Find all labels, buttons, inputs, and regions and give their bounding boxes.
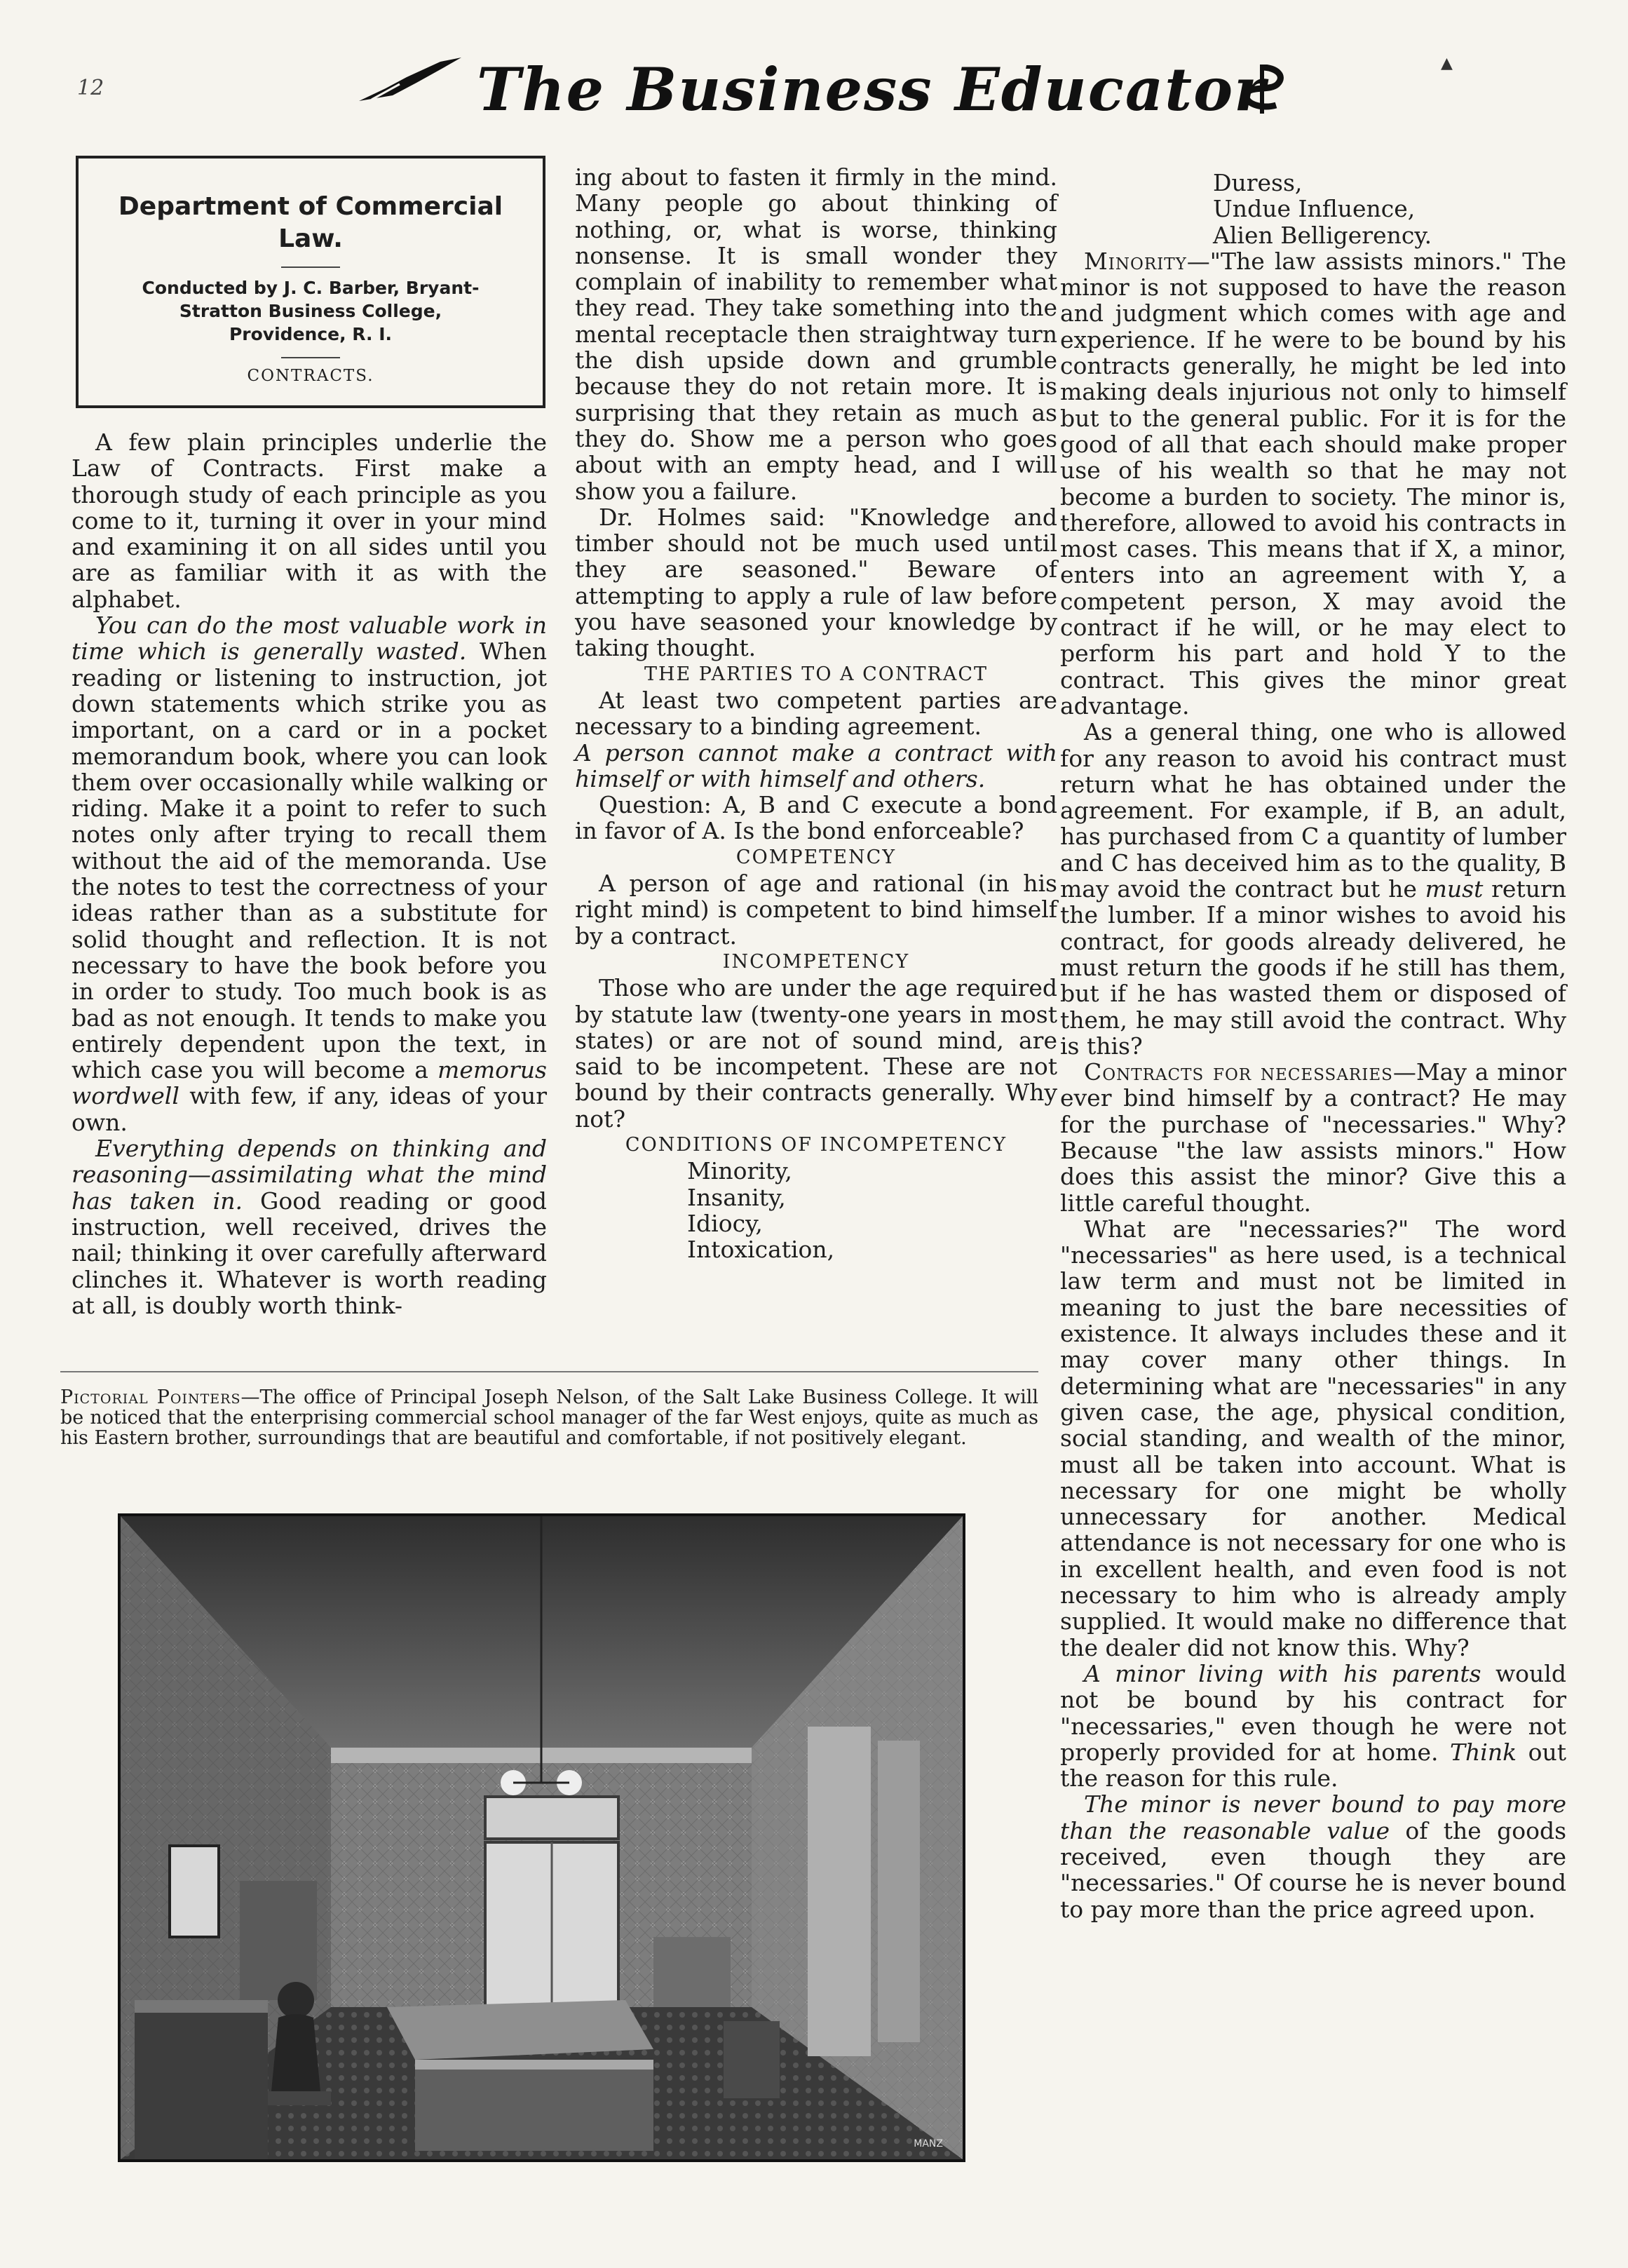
- subheading: THE PARTIES TO A CONTRACT: [644, 663, 989, 685]
- list-item: Insanity,: [687, 1183, 786, 1211]
- office-interior-illustration: [121, 1516, 963, 2159]
- paragraph: You can do the most valuable work in time which is generally wasted. When reading or listening to instruction, jot down statements which strike you as important, on a card or in a pocket memorandum book, where you can look them over occasionally while walking or riding. Make it a point to refer to such notes only after trying to recall them without the aid of the memoranda. Use the notes to test the correctness of your ideas rather than as a substitute for solid thought and reflection. It is not necessary to have the book before you in order to study. Too much book is as bad as not enough. It tends to make you entirely dependent upon the text, in which case you will become a memorus wordwell with few, if any, ideas of your own.: [72, 612, 547, 1136]
- department-author: Conducted by J. C. Barber, Bryant- Stratton Business College, Providence, R. I.: [142, 278, 480, 344]
- office-photograph: [118, 1513, 965, 2162]
- subheading: CONDITIONS OF INCOMPETENCY: [625, 1133, 1008, 1156]
- masthead: [358, 49, 1353, 126]
- photo-caption: Pictorial Pointers—The office of Principal Joseph Nelson, of the Salt Lake Business College. It will be noticed that the enterprising commercial school manager of the far West enjoys, quite as much as his Eastern brother, surroundings that are beautiful and comfortable, if not positively elegant.: [60, 1386, 1038, 1449]
- paragraph: At least two competent parties are necessary to a binding agreement.: [575, 686, 1057, 741]
- paragraph: Everything depends on thinking and reasoning—assimilating what the mind has taken in. Good reading or good instruction, well received, drives the nail; thinking it over carefully afterward clinches it. Whatever is worth reading at all, is doubly worth think-: [72, 1135, 548, 1319]
- paragraph: ing about to fasten it firmly in the mind. Many people go about thinking of nothing, or, what is worse, thinking nonsense. It is small wonder they complain of inability to remember what they read. They take something into the mental receptacle then straightway turn the dish upside down and grumble because they do not retain more. It is surprising that they retain as much as they do. Show me a person who goes about with an empty head, and I will show you a failure.: [575, 163, 1057, 505]
- paragraph: A minor living with his parents would not be bound by his contract for "necessaries," even though he were not properly provided for at home. Think out the reason for this rule.: [1060, 1659, 1567, 1793]
- subheading: COMPETENCY: [735, 846, 897, 868]
- paragraph: Contracts for necessaries—May a minor ever bind himself by a contract? He may for the purchase of "necessaries." Why? Because "the law assists minors." How does this assist the minor? Give this a little careful thought.: [1060, 1058, 1566, 1217]
- list-item: Undue Influence,: [1213, 195, 1416, 223]
- paragraph: A person of age and rational (in his right mind) is competent to bind himself by a contract.: [575, 870, 1057, 950]
- list-item: Minority,: [687, 1157, 792, 1185]
- list-item: Intoxication,: [687, 1236, 835, 1264]
- department-heading-box: [76, 156, 545, 408]
- divider: [281, 357, 340, 358]
- column-2: [575, 164, 1057, 1262]
- column-3: [1060, 170, 1566, 1922]
- masthead-title: The Business Educator: [477, 55, 1267, 124]
- paragraph: Those who are under the age required by statute law (twenty-one years in most states) or are not of sound mind, are said to be incompetent. These are not bound by their contracts generally. Why not?: [575, 974, 1057, 1133]
- list-item: Idiocy,: [687, 1209, 763, 1237]
- paragraph: Dr. Holmes said: "Knowledge and timber should not be much used until they are seasoned." Beware of attempting to apply a rule of law before you have seasoned your knowledge by taking thought.: [575, 503, 1057, 662]
- column-1: [72, 429, 547, 1318]
- subheading: INCOMPETENCY: [722, 950, 910, 973]
- section-title: CONTRACTS.: [247, 367, 374, 385]
- paragraph: As a general thing, one who is allowed for any reason to avoid his contract must return what he has obtained under the agreement. For example, if B, an adult, has purchased from C a quantity of lumber and C has deceived him as to the quality, B may avoid the contract but he must return the lumber. If a minor wishes to avoid his contract, for goods already delivered, he must return the goods if he still has them, but if he has wasted them or disposed of them, he may still avoid the contract. Why is this?: [1060, 718, 1566, 1060]
- paragraph: Minority—"The law assists minors." The minor is not supposed to have the reason and judgment which comes with age and experience. If he were to be bound by his contracts generally, he might be led into making deals injurious not only to himself but to the general public. For it is for the good of all that each should make proper use of his wealth so that he may not become a burden to society. The minor is, therefore, allowed to avoid his contracts in most cases. This means that if X, a minor, enters into an agreement with Y, a competent person, X may avoid the contract if he will, or he may elect to perform his part and hold Y to the contract. This gives the minor great advantage.: [1060, 247, 1566, 720]
- divider: [281, 266, 340, 268]
- department-title: Department of Commercial Law.: [118, 192, 503, 253]
- paragraph: What are "necessaries?" The word "necessaries" as here used, is a technical law term and must not be limited in meaning to just the bare necessities of existence. It always includes these and it may cover many other things. In determining what are "necessaries" in any given case, the age, physical condition, social standing, and wealth of the minor, must all be taken into account. What is necessary for one might be wholly unnecessary for another. Medical attendance is not necessary for one who is in excellent health, and even food is not necessary to him who is already amply supplied. It would make no difference that the dealer did not know this. Why?: [1060, 1215, 1566, 1661]
- paragraph: The minor is never bound to pay more than the reasonable value of the goods received, even though they are "necessaries." Of course he is never bound to pay more than the price agreed upon.: [1060, 1790, 1567, 1923]
- engraver-mark: MANZ: [914, 2138, 943, 2149]
- ornament-icon: [1234, 65, 1290, 114]
- paragraph: A person cannot make a contract with himself or with himself and others.: [575, 738, 1057, 792]
- margin-mark: ▲: [1441, 55, 1453, 72]
- list-item: Alien Belligerency.: [1213, 221, 1432, 249]
- page-number: 12: [77, 76, 104, 100]
- divider: [60, 1371, 1038, 1372]
- list-item: Duress,: [1213, 169, 1303, 196]
- paragraph: A few plain principles underlie the Law of Contracts. First make a thorough study of each principle as you come to it, turning it over in your mind and examining it on all sides until you are as familiar with it as with the alphabet.: [72, 428, 547, 613]
- quill-pen-icon: [358, 56, 463, 105]
- paragraph: Question: A, B and C execute a bond in favor of A. Is the bond enforceable?: [575, 791, 1057, 845]
